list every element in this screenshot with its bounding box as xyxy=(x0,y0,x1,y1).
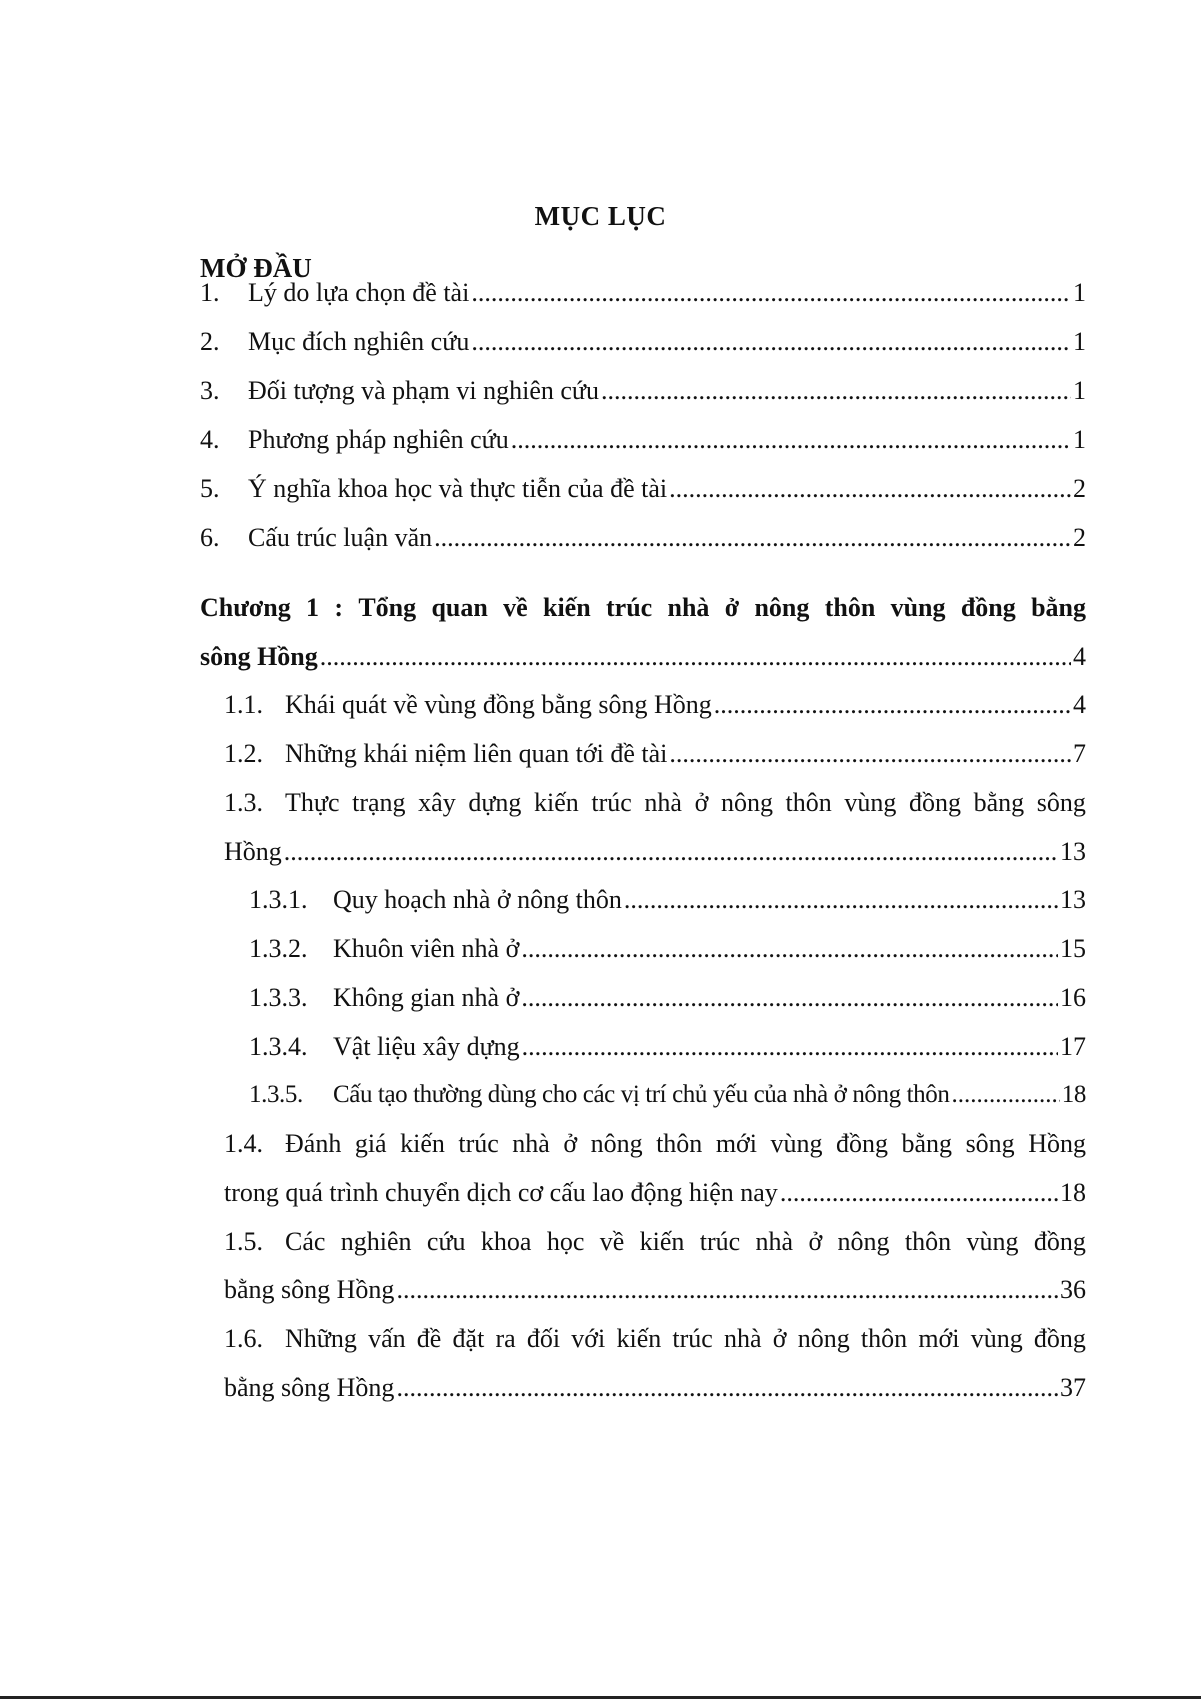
toc-entry-1-3-3[interactable] xyxy=(249,978,1086,1018)
toc-entry-intro-1[interactable] xyxy=(200,273,1086,313)
toc-leader-dots xyxy=(714,685,1071,725)
toc-leader-dots xyxy=(396,1270,1058,1310)
toc-entry-1-1[interactable] xyxy=(224,685,1086,725)
toc-word: ở xyxy=(724,593,740,622)
toc-word: thôn xyxy=(860,1324,908,1353)
toc-entry-title: Phương pháp nghiên cứu xyxy=(248,425,509,454)
toc-entry-page: 17 xyxy=(1060,1032,1086,1061)
toc-entry-number: 1.3.5. xyxy=(249,1081,303,1108)
toc-word: kiến xyxy=(616,1324,662,1353)
toc-word: Tổng xyxy=(358,593,417,622)
toc-word: kiến xyxy=(639,1227,685,1256)
toc-leader-dots xyxy=(780,1173,1058,1213)
toc-word: nông xyxy=(797,1324,850,1353)
toc-entry-title: Những khái niệm liên quan tới đề tài xyxy=(285,739,668,768)
toc-word: Các xyxy=(285,1227,326,1256)
toc-word: vùng xyxy=(844,788,897,817)
toc-entry-intro-3[interactable] xyxy=(200,371,1086,411)
toc-entry-1-3-2[interactable] xyxy=(249,929,1086,969)
toc-entry-title: trong quá trình chuyển dịch cơ cấu lao động hiện nay xyxy=(224,1178,778,1207)
page-title: MỤC LỤC xyxy=(534,201,667,231)
toc-word: mới xyxy=(918,1324,960,1353)
toc-entry-page: 13 xyxy=(1060,837,1086,866)
toc-entry-page: 13 xyxy=(1060,885,1086,914)
toc-word: về xyxy=(503,593,528,622)
toc-word: sông xyxy=(965,1129,1015,1158)
intro-heading: MỞ ĐẦU xyxy=(200,253,312,283)
toc-word: khoa xyxy=(480,1227,532,1256)
toc-entry-page: 4 xyxy=(1073,642,1086,671)
toc-entry-page: 7 xyxy=(1073,739,1086,768)
toc-entry-number: 1.3.4. xyxy=(249,1032,308,1061)
toc-word: vùng xyxy=(890,593,946,622)
toc-word: nhà xyxy=(512,1129,550,1158)
toc-word: thôn xyxy=(824,593,876,622)
toc-word: Hồng xyxy=(1028,1129,1086,1158)
toc-word: sông xyxy=(1036,788,1086,817)
toc-entry-page: 16 xyxy=(1060,983,1086,1012)
toc-word: bằng xyxy=(1031,593,1086,622)
toc-entry-page: 1 xyxy=(1073,425,1086,454)
toc-entry-title: Quy hoạch nhà ở nông thôn xyxy=(333,885,622,914)
toc-entry-title: bằng sông Hồng xyxy=(224,1275,395,1304)
toc-leader-dots xyxy=(320,637,1071,677)
toc-entry-number: 1.5. xyxy=(224,1227,263,1256)
toc-word: đồng xyxy=(909,788,961,817)
toc-word: quan xyxy=(431,593,488,622)
toc-word: Những xyxy=(285,1324,357,1353)
toc-entry-title: bằng sông Hồng xyxy=(224,1373,395,1402)
toc-leader-dots xyxy=(521,929,1058,969)
toc-word: trạng xyxy=(352,788,406,817)
toc-entry-title xyxy=(285,783,1086,823)
toc-entry-page: 2 xyxy=(1073,474,1086,503)
toc-entry-number: 1.3.3. xyxy=(249,983,308,1012)
toc-entry-page: 36 xyxy=(1060,1275,1086,1304)
toc-word: Chương xyxy=(200,593,291,622)
toc-word: vấn xyxy=(368,1324,406,1353)
toc-word: : xyxy=(334,593,343,622)
toc-word: ở xyxy=(694,788,709,817)
toc-word: cứu xyxy=(426,1227,466,1256)
toc-entry-1-3-line-2[interactable] xyxy=(224,832,1086,872)
toc-word: nông xyxy=(754,593,810,622)
toc-leader-dots xyxy=(522,1027,1058,1067)
toc-entry-title: Đối tượng và phạm vi nghiên cứu xyxy=(248,376,599,405)
toc-entry-page: 1 xyxy=(1073,278,1086,307)
toc-entry-number: 2. xyxy=(200,327,220,356)
toc-leader-dots xyxy=(601,371,1071,411)
toc-leader-dots xyxy=(511,420,1071,460)
toc-entry-number: 3. xyxy=(200,376,220,405)
toc-word: nhà xyxy=(755,1227,794,1256)
toc-entry-intro-6[interactable] xyxy=(200,518,1086,558)
toc-entry-1-4-line-1[interactable] xyxy=(224,1124,1086,1164)
toc-word: đề xyxy=(416,1324,442,1353)
toc-entry-title: Cấu trúc luận văn xyxy=(248,523,433,552)
toc-word: nhà xyxy=(667,593,710,622)
toc-entry-1-4-line-2[interactable] xyxy=(224,1173,1086,1213)
toc-entry-1-6-line-2[interactable] xyxy=(224,1368,1086,1408)
toc-entry-1-2[interactable] xyxy=(224,734,1086,774)
toc-leader-dots xyxy=(669,469,1071,509)
toc-leader-dots xyxy=(471,322,1071,362)
toc-word: bằng xyxy=(973,788,1025,817)
toc-entry-page: 18 xyxy=(1061,1081,1086,1108)
toc-word: đặt xyxy=(452,1324,485,1353)
toc-entry-1-3-4[interactable] xyxy=(249,1027,1086,1067)
toc-word: kiến xyxy=(543,593,591,622)
toc-entry-intro-2[interactable] xyxy=(200,322,1086,362)
toc-entry-1-3-line-1[interactable] xyxy=(224,783,1086,823)
toc-entry-title xyxy=(285,1124,1086,1164)
toc-entry-page: 4 xyxy=(1073,690,1086,719)
toc-entry-number: 1.2. xyxy=(224,739,263,768)
toc-word: ở xyxy=(772,1324,787,1353)
toc-entry-1-6-line-1[interactable] xyxy=(224,1319,1086,1359)
toc-entry-number: 1.3. xyxy=(224,788,263,817)
toc-word: kiến xyxy=(534,788,579,817)
toc-word: nghiên xyxy=(340,1227,412,1256)
toc-entry-page: 37 xyxy=(1060,1373,1086,1402)
toc-leader-dots xyxy=(624,880,1058,920)
toc-leader-dots xyxy=(284,832,1058,872)
toc-word: ở xyxy=(563,1129,578,1158)
toc-entry-1-5-line-2[interactable] xyxy=(224,1270,1086,1310)
toc-word: học xyxy=(546,1227,585,1256)
toc-word: trúc xyxy=(672,1324,713,1353)
toc-word: nông xyxy=(837,1227,890,1256)
toc-word: nhà xyxy=(644,788,682,817)
toc-word: Thực xyxy=(285,788,340,817)
toc-word: đồng xyxy=(1033,1324,1086,1353)
toc-entry-title xyxy=(285,1222,1086,1262)
toc-leader-dots xyxy=(396,1368,1058,1408)
toc-entry-number: 6. xyxy=(200,523,220,552)
toc-entry-1-3-1[interactable] xyxy=(249,880,1086,920)
toc-entry-title: Cấu tạo thường dùng cho các vị trí chủ yếu của nhà ở nông thôn xyxy=(333,1081,950,1108)
toc-word: thôn xyxy=(656,1129,703,1158)
toc-entry-title xyxy=(285,1319,1086,1359)
toc-entry-title: Khái quát về vùng đồng bằng sông Hồng xyxy=(285,690,712,719)
toc-entry-title: Lý do lựa chọn đề tài xyxy=(248,278,470,307)
toc-entry-title: Khuôn viên nhà ở xyxy=(333,934,520,963)
toc-entry-intro-5[interactable] xyxy=(200,469,1086,509)
toc-word: về xyxy=(599,1227,625,1256)
toc-entry-intro-4[interactable] xyxy=(200,420,1086,460)
toc-word: đồng xyxy=(836,1129,889,1158)
toc-entry-1-5-line-1[interactable] xyxy=(224,1222,1086,1262)
toc-entry-page: 18 xyxy=(1060,1178,1086,1207)
toc-entry-title: Vật liệu xây dựng xyxy=(333,1032,520,1061)
toc-leader-dots xyxy=(951,1075,1059,1115)
toc-entry-title: sông Hồng xyxy=(200,642,318,671)
toc-word: nhà xyxy=(724,1324,762,1353)
toc-word: trúc xyxy=(591,788,632,817)
toc-chapter-1-line-1[interactable] xyxy=(200,588,1086,628)
toc-chapter-1-line-2[interactable] xyxy=(200,637,1086,677)
toc-entry-title: Mục đích nghiên cứu xyxy=(248,327,470,356)
toc-word: thôn xyxy=(904,1227,952,1256)
toc-word: nông xyxy=(590,1129,643,1158)
toc-word: vùng xyxy=(770,1129,823,1158)
toc-entry-number: 1.3.1. xyxy=(249,885,308,914)
toc-word: đối xyxy=(526,1324,561,1353)
toc-word: ra xyxy=(495,1324,516,1353)
toc-word: mới xyxy=(715,1129,758,1158)
toc-word: đồng xyxy=(1033,1227,1086,1256)
toc-entry-1-3-5[interactable] xyxy=(249,1075,1086,1115)
toc-word: đồng xyxy=(960,593,1016,622)
toc-word: xây xyxy=(418,788,456,817)
toc-word: bằng xyxy=(901,1129,953,1158)
toc-entry-number: 1.1. xyxy=(224,690,263,719)
toc-word: Đánh xyxy=(285,1129,342,1158)
toc-leader-dots xyxy=(521,978,1058,1018)
toc-word: với xyxy=(571,1324,606,1353)
toc-leader-dots xyxy=(471,273,1071,313)
toc-word: kiến xyxy=(400,1129,445,1158)
toc-leader-dots xyxy=(669,734,1071,774)
toc-word: trúc xyxy=(458,1129,499,1158)
toc-word: vùng xyxy=(970,1324,1023,1353)
toc-entry-page: 2 xyxy=(1073,523,1086,552)
toc-entry-number: 4. xyxy=(200,425,220,454)
toc-leader-dots xyxy=(434,518,1071,558)
toc-entry-title: Không gian nhà ở xyxy=(333,983,520,1012)
toc-entry-number: 5. xyxy=(200,474,220,503)
toc-word: thôn xyxy=(785,788,832,817)
toc-entry-page: 15 xyxy=(1060,934,1086,963)
toc-word: giá xyxy=(354,1129,387,1158)
toc-entry-number: 1.6. xyxy=(224,1324,263,1353)
toc-word: trúc xyxy=(699,1227,741,1256)
toc-entry-page: 1 xyxy=(1073,327,1086,356)
toc-entry-page: 1 xyxy=(1073,376,1086,405)
toc-word: vùng xyxy=(966,1227,1019,1256)
toc-word: 1 xyxy=(306,593,320,622)
toc-word: trúc xyxy=(606,593,653,622)
toc-entry-number: 1.3.2. xyxy=(249,934,308,963)
toc-entry-number: 1. xyxy=(200,278,220,307)
toc-word: ở xyxy=(808,1227,823,1256)
toc-word: dựng xyxy=(468,788,522,817)
toc-word: nông xyxy=(720,788,773,817)
toc-entry-title: Ý nghĩa khoa học và thực tiễn của đề tài xyxy=(248,474,668,503)
toc-entry-title: Hồng xyxy=(224,837,282,866)
toc-entry-number: 1.4. xyxy=(224,1129,263,1158)
